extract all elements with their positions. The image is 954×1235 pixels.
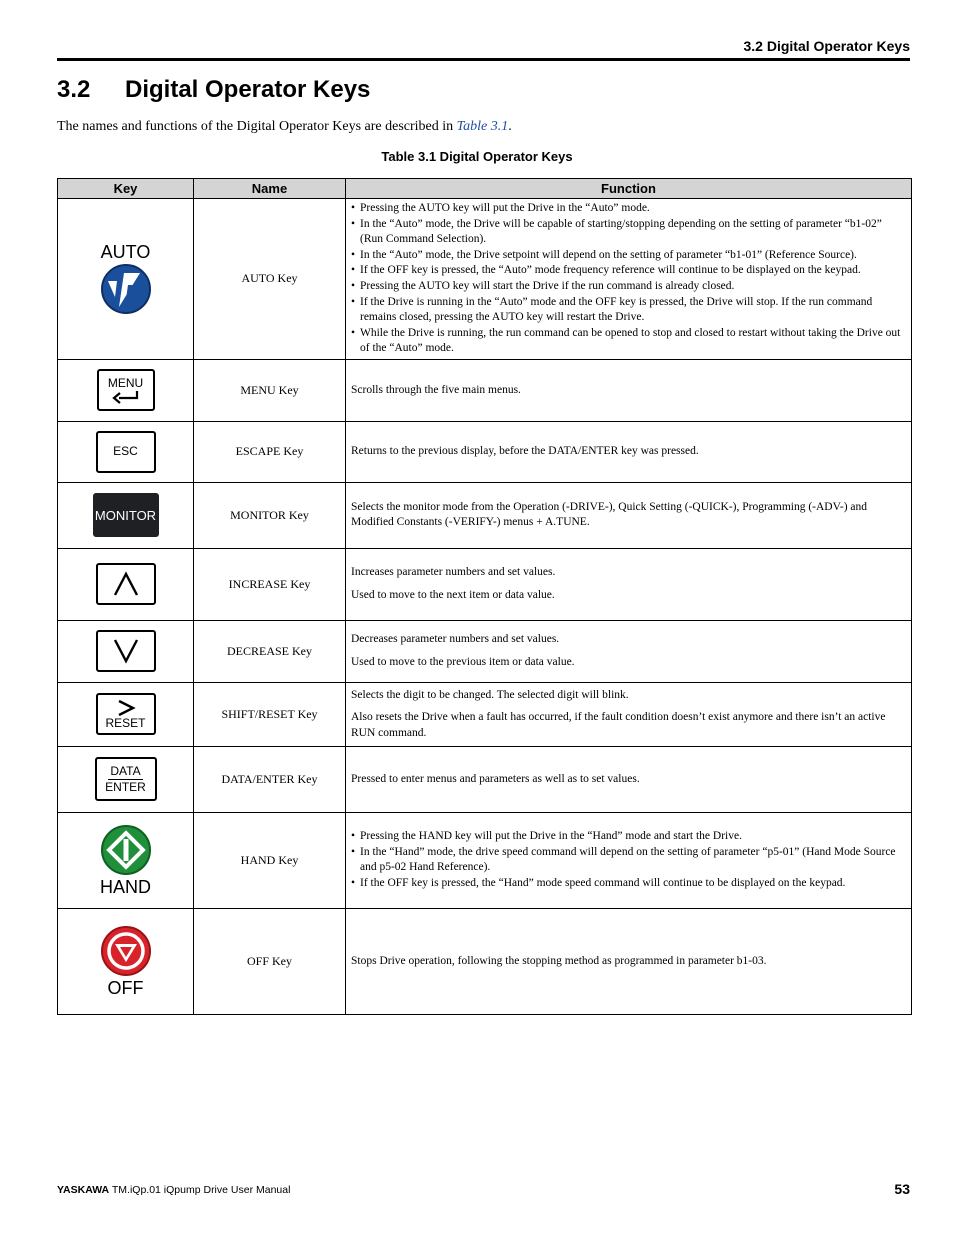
function-bullet-list — [351, 201, 906, 357]
function-bullet-list — [351, 829, 906, 891]
function-bullet: • If the OFF key is pressed, the “Hand” mode speed command will continue to be displayed on the keypad. — [351, 876, 906, 892]
table-header-row — [58, 179, 912, 199]
key-function — [346, 746, 912, 812]
function-text: Selects the monitor mode from the Operation (-DRIVE-), Quick Setting (-QUICK-), Programming (-ADV-) and Modified Constants (-VERIFY-) menus + A.TUNE. — [351, 500, 868, 529]
intro-text: The names and functions of the Digital Operator Keys are described in — [57, 119, 457, 134]
function-text: Scrolls through the five main menus. — [351, 383, 521, 396]
table-row — [58, 682, 912, 746]
key-name: DECREASE Key — [194, 620, 346, 682]
table-caption: Table 3.1 Digital Operator Keys — [381, 149, 573, 164]
running-head: 3.2 Digital Operator Keys — [743, 38, 910, 54]
enter-key-label: ENTER — [105, 779, 146, 794]
table-row — [58, 421, 912, 482]
intro-end: . — [508, 119, 512, 134]
key-cell — [58, 908, 194, 1014]
menu-key-icon — [97, 369, 155, 411]
function-text: Pressed to enter menus and parameters as well as to set values. — [351, 772, 640, 785]
function-bullet: • Pressing the HAND key will put the Drive in the “Hand” mode and start the Drive. — [351, 829, 906, 845]
key-function — [346, 682, 912, 746]
section-title-text: Digital Operator Keys — [125, 76, 371, 103]
auto-key-icon — [100, 263, 152, 315]
key-cell — [58, 359, 194, 421]
function-bullet: • Pressing the AUTO key will start the Drive if the run command is already closed. — [351, 279, 906, 295]
function-bullet: • In the “Auto” mode, the Drive will be capable of starting/stopping depending on the setting of parameter “b1-02” (Run Command Selection). — [351, 217, 906, 248]
increase-key-icon — [96, 563, 156, 605]
enter-arrow-icon — [111, 390, 141, 404]
key-name: ESCAPE Key — [194, 421, 346, 482]
key-name: DATA/ENTER Key — [194, 746, 346, 812]
reset-key-label: RESET — [105, 715, 146, 730]
monitor-key-icon — [93, 493, 159, 537]
decrease-key-icon — [96, 630, 156, 672]
column-header-name: Name — [194, 179, 346, 199]
function-bullet: • In the “Auto” mode, the Drive setpoint will depend on the setting of parameter “b1-01” (Reference Source). — [351, 248, 906, 264]
table-row — [58, 746, 912, 812]
table-row — [58, 812, 912, 908]
function-bullet: • If the OFF key is pressed, the “Auto” mode frequency reference will continue to be displayed on the keypad. — [351, 263, 906, 279]
menu-key-label: MENU — [107, 375, 144, 390]
column-header-function: Function — [346, 179, 912, 199]
table-row — [58, 908, 912, 1014]
function-text: Returns to the previous display, before the DATA/ENTER key was pressed. — [351, 445, 699, 458]
key-cell — [58, 812, 194, 908]
section-number: 3.2 — [57, 76, 91, 103]
function-bullet: • In the “Hand” mode, the drive speed command will depend on the setting of parameter “p5-01” (Hand Mode Source and p5-02 Hand Reference). — [351, 845, 906, 876]
key-function — [346, 548, 912, 620]
function-text: Increases parameter numbers and set values. — [351, 566, 556, 579]
section-title — [57, 76, 370, 104]
key-function — [346, 421, 912, 482]
key-cell — [58, 620, 194, 682]
column-header-key: Key — [58, 179, 194, 199]
function-text: Selects the digit to be changed. The selected digit will blink. — [351, 688, 629, 701]
key-function — [346, 812, 912, 908]
footer-manual-title — [57, 1184, 290, 1196]
footer-manual-name: TM.iQp.01 iQpump Drive User Manual — [109, 1184, 291, 1196]
function-text: Also resets the Drive when a fault has occurred, if the fault condition doesn’t exist anymore and there isn’t an active RUN command. — [351, 711, 886, 739]
table-row — [58, 620, 912, 682]
table-row — [58, 548, 912, 620]
shift-reset-key-icon — [96, 693, 156, 735]
key-name: HAND Key — [194, 812, 346, 908]
key-name: INCREASE Key — [194, 548, 346, 620]
key-function — [346, 482, 912, 548]
esc-key-label: ESC — [113, 444, 138, 459]
auto-key-label: AUTO — [100, 241, 151, 262]
hand-key-icon — [100, 824, 152, 876]
key-cell — [58, 548, 194, 620]
function-text: Used to move to the next item or data value. — [351, 588, 555, 601]
function-bullet: • If the Drive is running in the “Auto” mode and the OFF key is pressed, the Drive will stop. If the run command remains closed, pressing the AUTO key will restart the Drive. — [351, 295, 906, 326]
off-key-icon — [100, 925, 152, 977]
key-name: SHIFT/RESET Key — [194, 682, 346, 746]
function-bullet: • Pressing the AUTO key will put the Drive in the “Auto” mode. — [351, 201, 906, 217]
data-enter-key-icon — [95, 757, 157, 801]
key-function — [346, 620, 912, 682]
table-row — [58, 482, 912, 548]
key-name: MONITOR Key — [194, 482, 346, 548]
key-cell — [58, 682, 194, 746]
key-name: MENU Key — [194, 359, 346, 421]
table-row — [58, 359, 912, 421]
table-row — [58, 199, 912, 360]
digital-operator-keys-table — [57, 178, 912, 1015]
key-name: AUTO Key — [194, 199, 346, 360]
data-key-label: DATA — [110, 763, 141, 778]
hand-key-label: HAND — [99, 877, 151, 898]
function-text: Stops Drive operation, following the stopping method as programmed in parameter b1-03. — [351, 954, 767, 967]
up-arrow-icon — [112, 571, 140, 597]
key-cell — [58, 746, 194, 812]
function-bullet: • While the Drive is running, the run command can be opened to stop and closed to restart without taking the Drive out of the “Auto” mode. — [351, 326, 906, 357]
page-number: 53 — [894, 1181, 910, 1197]
key-function — [346, 199, 912, 360]
footer-brand: YASKAWA — [57, 1184, 110, 1196]
function-text: Decreases parameter numbers and set values. — [351, 633, 560, 646]
off-key-label: OFF — [107, 978, 144, 999]
esc-key-icon — [96, 431, 156, 473]
intro-paragraph — [57, 119, 512, 135]
key-function — [346, 908, 912, 1014]
key-cell — [58, 482, 194, 548]
down-arrow-icon — [112, 638, 140, 664]
function-text: Used to move to the previous item or data value. — [351, 655, 575, 668]
key-cell — [58, 199, 194, 360]
key-function — [346, 359, 912, 421]
shift-right-icon — [116, 699, 136, 717]
header-rule — [57, 58, 910, 61]
key-name: OFF Key — [194, 908, 346, 1014]
table-reference-link[interactable]: Table 3.1 — [456, 119, 509, 134]
monitor-key-label: MONITOR — [94, 507, 157, 523]
key-cell — [58, 421, 194, 482]
